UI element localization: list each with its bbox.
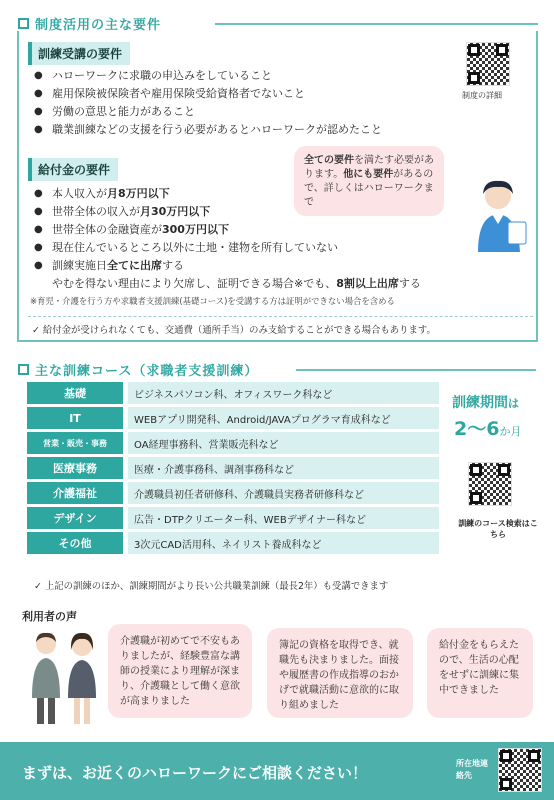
course-row: IT WEBアプリ開発科、Android/JAVAプログラマ育成科など <box>27 407 439 429</box>
divider <box>28 316 533 317</box>
period-label: 訓練期間は <box>452 395 519 411</box>
list-item: ● 雇用保険被保険者や雇用保険受給資格者でないこと <box>34 85 382 103</box>
voices-title: 利用者の声 <box>22 610 77 623</box>
contact-label: 所在地連絡先 <box>456 759 488 780</box>
benefit-check-note: ✓ 給付金が受けられなくても、交通費（通所手当）のみ支給することができる場合もあります。 <box>32 325 436 336</box>
footer-bar <box>0 742 554 800</box>
benefit-req-list <box>34 185 338 275</box>
training-req-list <box>34 67 382 139</box>
square-icon <box>18 364 29 375</box>
list-item: ● 世帯全体の金融資産が300万円以下 <box>34 221 338 239</box>
course-row: 営業・販売・事務 OA経理事務科、営業販売科など <box>27 432 439 454</box>
section1-title: 制度活用の主な要件 <box>18 14 161 33</box>
staff-illustration <box>468 176 534 252</box>
list-item: ● 本人収入が月8万円以下 <box>34 185 338 203</box>
voice-card: 介護職が初めてで不安もありましたが、経験豊富な講師の授業により理解が深まり、介護職として働く意欲が高まりました <box>108 624 252 718</box>
course-row: デザイン 広告・DTPクリエーター科、WEBデザイナー科など <box>27 507 439 529</box>
course-row: その他 3次元CAD活用科、ネイリスト養成科など <box>27 532 439 554</box>
users-illustration <box>26 628 104 728</box>
square-icon <box>18 18 29 29</box>
qr-code-icon[interactable] <box>498 748 542 792</box>
divider <box>215 23 538 25</box>
qr-code-icon[interactable] <box>468 462 512 506</box>
course-row: 医療事務 医療・介護事務科、調剤事務科など <box>27 457 439 479</box>
course-check-note: ✓ 上記の訓練のほか、訓練期間がより長い公共職業訓練（最長2年）も受講できます <box>34 581 389 592</box>
benefit-req-badge: 給付金の要件 <box>28 158 118 181</box>
section2-title: 主な訓練コース（求職者支援訓練） <box>18 360 258 379</box>
period-range: 2～6か月 <box>454 418 522 440</box>
footnote: ※育児・介護を行う方や求職者支援訓練(基礎コース)を受講する方は証明ができない場合を含める <box>30 296 395 306</box>
course-table <box>27 382 439 557</box>
training-req-badge: 訓練受講の要件 <box>28 42 130 65</box>
course-row: 基礎 ビジネスパソコン科、オフィスワーク科など <box>27 382 439 404</box>
list-item: ● ハローワークに求職の申込みをしていること <box>34 67 382 85</box>
qr-caption: 制度の詳細 <box>462 91 502 100</box>
voice-card: 給付金をもらえたので、生活の心配をせずに訓練に集中できました <box>427 628 533 718</box>
speech-bubble: 全ての要件を満たす必要があります。他にも要件があるので、詳しくはハローワークまで <box>294 146 444 216</box>
check-icon: ✓ <box>34 581 45 592</box>
footer-message: まずは、お近くのハローワークにご相談ください！ <box>22 764 368 782</box>
list-item: ● 現在住んでいるところ以外に土地・建物を所有していない <box>34 239 338 257</box>
course-row: 介護福祉 介護職員初任者研修科、介護職員実務者研修科など <box>27 482 439 504</box>
list-item: ● 職業訓練などの支援を行う必要があるとハローワークが認めたこと <box>34 121 382 139</box>
divider <box>296 369 536 371</box>
voice-card: 簿記の資格を取得でき、就職先も決まりました。面接や履歴書の作成指導のおかげで就職活動に意欲的に取り組めました <box>267 628 413 718</box>
list-item: ● 訓練実施日全てに出席する <box>34 257 338 275</box>
qr-caption: 訓練のコース検索はこちら <box>458 519 538 539</box>
list-item: ● 世帯全体の収入が月30万円以下 <box>34 203 338 221</box>
attendance-sub: やむを得ない理由により欠席し、証明できる場合※でも、8割以上出席する <box>52 277 421 290</box>
qr-code-icon[interactable] <box>466 42 510 86</box>
check-icon: ✓ <box>32 325 43 336</box>
list-item: ● 労働の意思と能力があること <box>34 103 382 121</box>
